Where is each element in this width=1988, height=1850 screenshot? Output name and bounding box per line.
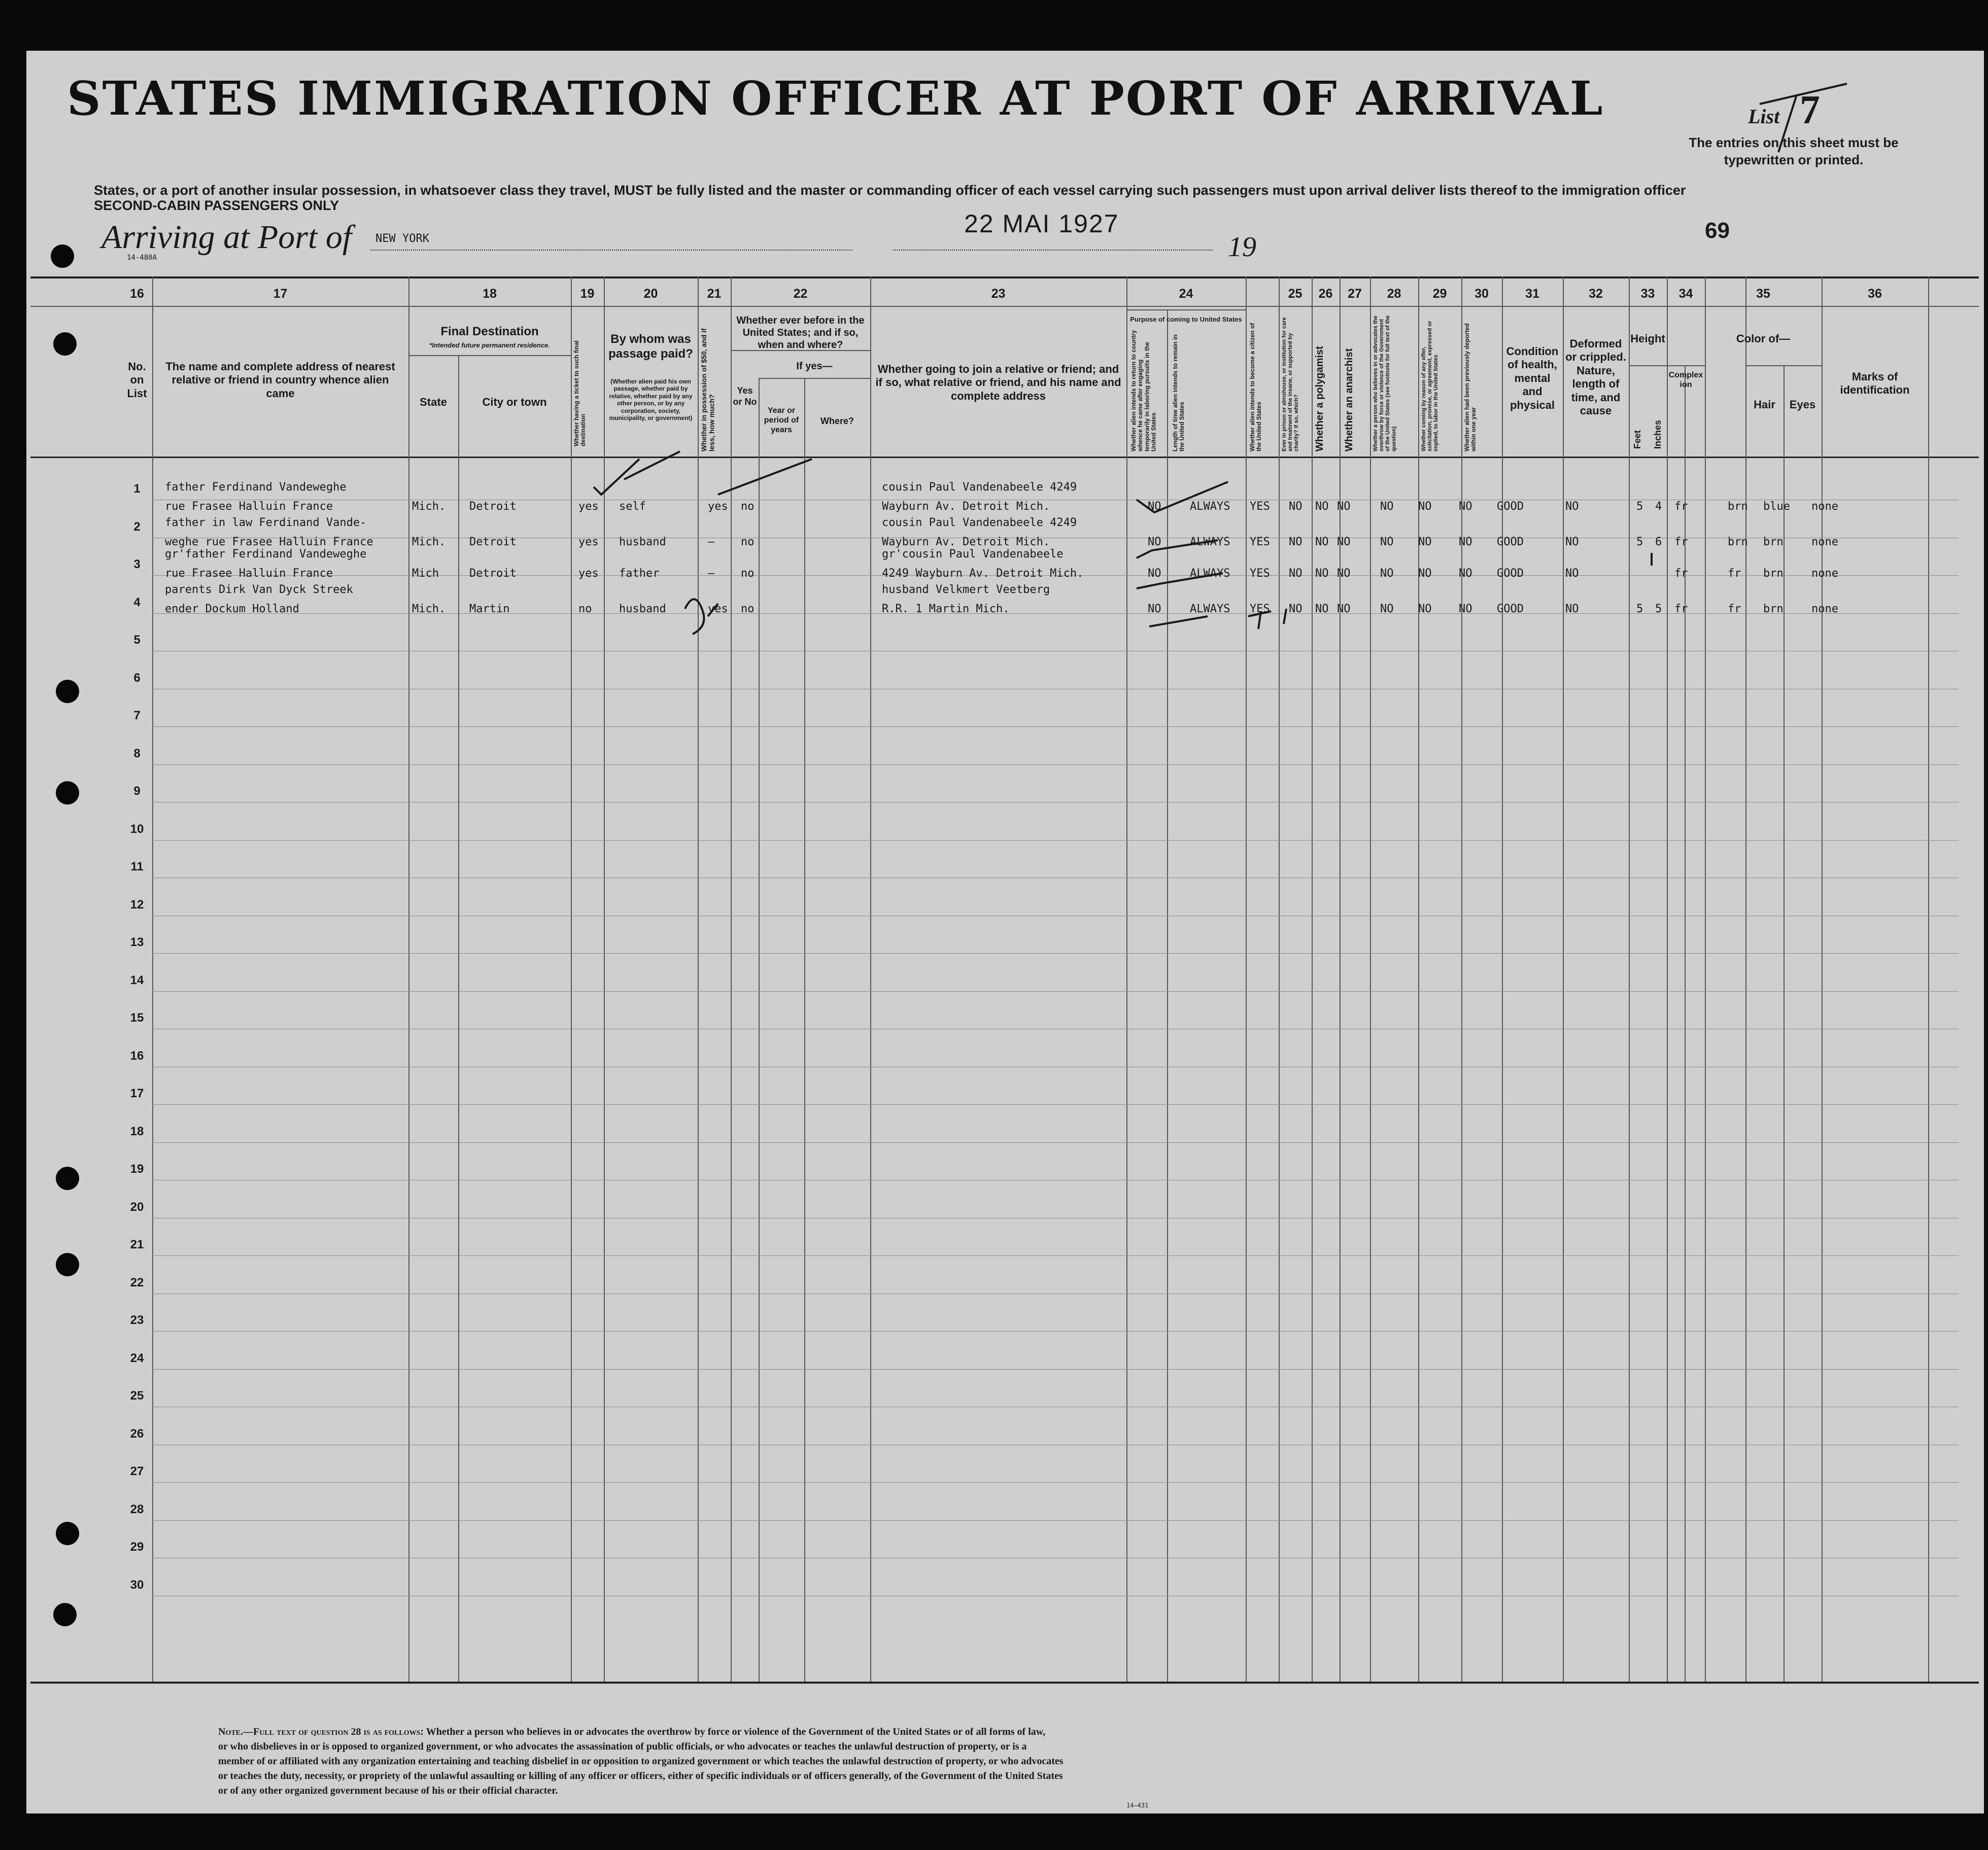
header-relative-address: The name and complete address of nearest relative or friend in country whence alien came: [165, 360, 395, 400]
ticket-value: no: [578, 603, 592, 615]
ticket-value: yes: [578, 567, 599, 580]
row-number: 9: [133, 784, 141, 798]
destination-city: Detroit: [469, 500, 517, 513]
row-number: 25: [130, 1389, 144, 1403]
marks-value: none: [1811, 500, 1838, 513]
checkmark-stroke: [1137, 540, 1218, 558]
header-overthrow: Whether a person who believes in or advocates the overthrow by force or violence of the Government of the United States (see footnote for full text of the question): [1373, 315, 1397, 451]
height-feet: 5: [1636, 536, 1643, 548]
passage-paid-by: husband: [619, 536, 666, 548]
purpose-value: NO: [1148, 603, 1161, 615]
row-number: 30: [130, 1578, 144, 1592]
header-purpose-return: Whether alien intends to return to country whence he came after engaging temporarily in laboring pursuits in the United States: [1130, 330, 1157, 451]
col-number-26: 26: [1318, 287, 1333, 301]
polygamist-value: NO: [1315, 500, 1329, 513]
header-marks: Marks of identification: [1840, 370, 1910, 397]
money-value: yes: [708, 603, 728, 615]
overthrow-value: NO: [1380, 500, 1394, 513]
header-deformed: Deformed or crippled. Nature, length of time, and cause: [1565, 337, 1626, 417]
deformed-value: NO: [1565, 500, 1579, 513]
page-title: STATES IMMIGRATION OFFICER AT PORT OF ARRIVAL: [67, 71, 1604, 126]
marks-value: none: [1811, 536, 1838, 548]
citizen-value: YES: [1250, 603, 1270, 615]
handwritten-initials: [685, 599, 718, 634]
row-number: 6: [133, 671, 141, 685]
contract-value: NO: [1418, 567, 1432, 580]
arriving-label: Arriving at Port of: [101, 219, 352, 256]
passage-paid-by: self: [619, 500, 646, 513]
length-value: ALWAYS: [1190, 500, 1230, 513]
col-number-36: 36: [1868, 287, 1882, 301]
col-number-23: 23: [991, 287, 1006, 301]
row-number: 20: [130, 1200, 144, 1214]
row-number: 15: [130, 1011, 144, 1025]
before-us-value: no: [741, 536, 755, 548]
length-value: ALWAYS: [1190, 536, 1230, 548]
header-passage-note: (Whether alien paid his own passage, whether paid by relative, whether paid by any other person, or by any corporation, society, municipality, or government): [609, 378, 693, 422]
header-where: Where?: [820, 416, 854, 426]
destination-city: Detroit: [469, 567, 517, 580]
relative-name: gr'father Ferdinand Vandeweghe: [165, 548, 367, 561]
joining-relative: gr'cousin Paul Vandenabeele: [882, 548, 1064, 561]
purpose-value: NO: [1148, 567, 1161, 580]
header-no-on-list: No. on List: [127, 360, 147, 400]
row-number: 12: [130, 898, 144, 912]
deported-value: NO: [1459, 603, 1472, 615]
citizen-value: YES: [1250, 567, 1270, 580]
header-if-yes: If yes—: [796, 361, 833, 372]
health-value: GOOD: [1497, 500, 1524, 513]
marks-value: none: [1811, 567, 1838, 580]
checkmark-stroke: [1137, 573, 1223, 588]
port-name: NEW YORK: [375, 232, 429, 245]
money-value: —: [708, 536, 715, 548]
header-year-period: Year or period of years: [764, 406, 799, 435]
header-before-us: Whether ever before in the United States; and if so, when and where?: [736, 315, 865, 351]
prison-value: NO: [1289, 567, 1303, 580]
relative-address: weghe rue Frasee Halluin France: [165, 536, 373, 548]
purpose-value: NO: [1148, 536, 1161, 548]
header-final-destination: Final Destination: [440, 325, 539, 338]
relative-name: father Ferdinand Vandeweghe: [165, 481, 347, 494]
list-mark: 7: [1799, 88, 1820, 132]
destination-state: Mich.: [412, 536, 446, 548]
health-value: GOOD: [1497, 536, 1524, 548]
col-number-19: 19: [580, 287, 595, 301]
deformed-value: NO: [1565, 536, 1579, 548]
header-hair: Hair: [1754, 398, 1775, 411]
col-number-35: 35: [1756, 287, 1770, 301]
row-number: 29: [130, 1540, 144, 1554]
joining-relative: cousin Paul Vandenabeele 4249: [882, 516, 1077, 529]
money-value: —: [708, 567, 715, 580]
joining-relative: husband Velkmert Veetberg: [882, 583, 1050, 596]
header-inches: Inches: [1653, 420, 1663, 449]
before-us-value: no: [741, 500, 755, 513]
joining-address: R.R. 1 Martin Mich.: [882, 603, 1010, 615]
list-number-strike: [1760, 84, 1847, 152]
footnote-text-1: Whether a person who believes in or advocates the overthrow by force or violence of the Government of the United States or of all forms of law,: [426, 1726, 1046, 1737]
row-number: 17: [130, 1087, 144, 1100]
header-joining: Whether going to join a relative or friend; and if so, what relative or friend, and his name and complete address: [875, 363, 1121, 402]
ticket-value: yes: [578, 500, 599, 513]
eye-color: blue: [1763, 500, 1790, 513]
eye-color: brn: [1763, 567, 1784, 580]
height-inches: 6: [1655, 536, 1662, 548]
year-prefix: 19: [1228, 231, 1256, 263]
header-purpose: Purpose of coming to United States: [1130, 316, 1242, 323]
row-number: 8: [133, 747, 141, 760]
header-anarchist: Whether an anarchist: [1344, 348, 1355, 451]
row-number: 14: [130, 973, 144, 987]
col-number-25: 25: [1288, 287, 1303, 301]
destination-city: Martin: [469, 603, 510, 615]
eye-color: brn: [1763, 536, 1784, 548]
intro-line-2: SECOND-CABIN PASSENGERS ONLY: [94, 198, 339, 213]
joining-address: 4249 Wayburn Av. Detroit Mich.: [882, 567, 1084, 580]
polygamist-value: NO: [1315, 567, 1329, 580]
anarchist-value: NO: [1337, 567, 1351, 580]
relative-address: rue Frasee Halluin France: [165, 567, 333, 580]
before-us-value: no: [741, 603, 755, 615]
deformed-value: NO: [1565, 603, 1579, 615]
ticket-value: yes: [578, 536, 599, 548]
header-final-destination-note: *Intended future permanent residence.: [429, 341, 550, 349]
header-prison: Ever in prison or almshouse, or institution for care and treatment of the insane, or supported by charity? If so, which?: [1281, 317, 1300, 451]
footnote-line-3: member of or affiliated with any organization entertaining and teaching disbelief in or opposition to organized government or which teaches the unlawful destruction of property, or who advocates: [218, 1756, 1064, 1767]
col-number-21: 21: [707, 287, 722, 301]
overthrow-value: NO: [1380, 567, 1394, 580]
checkmark: [594, 459, 639, 495]
col-number-22: 22: [793, 287, 808, 301]
row-number: 16: [130, 1049, 144, 1063]
header-condition: Condition of health, mental and physical: [1506, 345, 1559, 411]
prison-value: NO: [1289, 500, 1303, 513]
row-number: 18: [130, 1125, 144, 1138]
col-number-27: 27: [1348, 287, 1362, 301]
footnote-line-5: or of any other organized government because of his or their official character.: [218, 1785, 558, 1796]
length-value: ALWAYS: [1190, 567, 1230, 580]
col-number-29: 29: [1432, 287, 1447, 301]
deported-value: NO: [1459, 500, 1472, 513]
header-color-of: Color of—: [1736, 332, 1791, 345]
deported-value: NO: [1459, 567, 1472, 580]
prison-value: NO: [1289, 603, 1303, 615]
row-number: 21: [130, 1238, 144, 1251]
prison-value: NO: [1289, 536, 1303, 548]
row-number: 7: [133, 709, 141, 722]
header-deported: Whether alien had been previously deported within one year: [1463, 323, 1478, 451]
eye-color: brn: [1763, 603, 1784, 615]
row-number: 26: [130, 1427, 144, 1441]
footnote-line-1: [218, 1725, 1233, 1739]
header-feet: Feet: [1632, 430, 1642, 449]
header-passage-paid: By whom was passage paid?: [608, 332, 693, 361]
hair-color: brn: [1728, 536, 1748, 548]
deported-value: NO: [1459, 536, 1472, 548]
anarchist-value: NO: [1337, 500, 1351, 513]
checkmark-stroke: [1149, 616, 1208, 626]
header-eyes: Eyes: [1789, 398, 1816, 411]
overthrow-value: NO: [1380, 536, 1394, 548]
col-number-34: 34: [1678, 287, 1693, 301]
relative-address: ender Dockum Holland: [165, 603, 299, 615]
health-value: GOOD: [1497, 567, 1524, 580]
row-number: 2: [133, 520, 141, 534]
row-number: 24: [130, 1351, 144, 1365]
passage-paid-by: father: [619, 567, 660, 580]
header-yes-or-no: Yes or No: [733, 386, 757, 407]
height-feet: 5: [1636, 500, 1643, 513]
footnote-form-number: 14—431: [1126, 1802, 1149, 1809]
citizen-value: YES: [1250, 536, 1270, 548]
header-ticket: Whether having a ticket to such final destination: [573, 340, 587, 446]
col-number-16: 16: [130, 287, 144, 301]
col-number-20: 20: [643, 287, 658, 301]
joining-address: Wayburn Av. Detroit Mich.: [882, 536, 1050, 548]
col-number-24: 24: [1179, 287, 1193, 301]
destination-state: Mich.: [412, 603, 446, 615]
row-number: 27: [130, 1464, 144, 1478]
contract-value: NO: [1418, 536, 1432, 548]
col-number-18: 18: [483, 287, 497, 301]
checkmark-stroke: [718, 459, 812, 495]
relative-name: parents Dirk Van Dyck Streek: [165, 583, 353, 596]
relative-address: rue Frasee Halluin France: [165, 500, 333, 513]
header-complexion: Complexion: [1668, 371, 1703, 390]
destination-state: Mich: [412, 567, 439, 580]
header-citizen: Whether alien intends to become a citizen of the United States: [1249, 323, 1263, 451]
row-number: 28: [130, 1503, 144, 1516]
arrival-date-stamp: 22 MAI 1927: [964, 210, 1119, 238]
header-height: Height: [1630, 332, 1665, 345]
row-number: 22: [130, 1276, 144, 1289]
header-purpose-length: Length of time alien intends to remain in the United States: [1172, 334, 1186, 451]
purpose-value: NO: [1148, 500, 1161, 513]
height-inches: 5: [1655, 603, 1662, 615]
overthrow-value: NO: [1380, 603, 1394, 615]
relative-name: father in law Ferdinand Vande-: [165, 516, 367, 529]
list-label: List: [1748, 105, 1780, 128]
intro-line-1: States, or a port of another insular possession, in whatsoever class they travel, MUST be fully listed and the master or commanding officer of each vessel carrying such passengers must upon arrival deliver lists thereof to the immigration officer: [94, 183, 1686, 198]
hair-color: fr: [1728, 603, 1741, 615]
money-value: yes: [708, 500, 728, 513]
col-number-30: 30: [1475, 287, 1489, 301]
complexion-value: fr: [1674, 500, 1688, 513]
col-number-33: 33: [1640, 287, 1655, 301]
row-number: 19: [130, 1162, 144, 1176]
footnote-line-2: or who disbelieves in or is opposed to organized government, or who advocates the assassination of public officials, or who advocates or teaches the unlawful destruction of property, or is a: [218, 1741, 1027, 1752]
checkmark: [1137, 482, 1228, 512]
length-value: ALWAYS: [1190, 603, 1230, 615]
sheet-number: 69: [1705, 218, 1730, 243]
entries-note: The entries on this sheet must be typewritten or printed.: [1689, 135, 1899, 167]
anarchist-value: NO: [1337, 536, 1351, 548]
height-inches: 4: [1655, 500, 1662, 513]
row-number: 10: [130, 822, 144, 836]
header-city: City or town: [482, 396, 547, 408]
before-us-value: no: [741, 567, 755, 580]
col-number-31: 31: [1525, 287, 1539, 301]
handwritten-initials: [1248, 609, 1286, 629]
header-contract: Whether coming by reason of any offer, solicitation, promise, or agreement, expressed or implied, to labor in the United States: [1421, 321, 1439, 451]
destination-city: Detroit: [469, 536, 517, 548]
polygamist-value: NO: [1315, 603, 1329, 615]
deformed-value: NO: [1565, 567, 1579, 580]
complexion-value: fr: [1674, 603, 1688, 615]
row-number: 13: [130, 935, 144, 949]
row-number: 11: [130, 860, 144, 874]
footnote: [218, 1725, 1233, 1798]
health-value: GOOD: [1497, 603, 1524, 615]
destination-state: Mich.: [412, 500, 446, 513]
polygamist-value: NO: [1315, 536, 1329, 548]
col-number-28: 28: [1387, 287, 1401, 301]
marks-value: none: [1811, 603, 1838, 615]
contract-value: NO: [1418, 500, 1432, 513]
complexion-value: fr: [1674, 567, 1688, 580]
contract-value: NO: [1418, 603, 1432, 615]
header-possession-money: Whether in possession of $50, and if less, how much?: [700, 328, 716, 451]
row-number: 4: [133, 596, 141, 609]
footnote-label: Note.—Full text of question 28 is as follows:: [218, 1726, 424, 1737]
header-polygamist: Whether a polygamist: [1314, 346, 1325, 451]
col-number-17: 17: [273, 287, 288, 301]
passage-paid-by: husband: [619, 603, 666, 615]
row-number: 5: [133, 633, 141, 647]
height-feet: 5: [1636, 603, 1643, 615]
anarchist-value: NO: [1337, 603, 1351, 615]
row-number: 23: [130, 1313, 144, 1327]
form-number: 14-480A: [127, 254, 157, 262]
row-number: 3: [133, 557, 141, 571]
complexion-value: fr: [1674, 536, 1688, 548]
citizen-value: YES: [1250, 500, 1270, 513]
hair-color: fr: [1728, 567, 1741, 580]
col-number-32: 32: [1589, 287, 1603, 301]
joining-relative: cousin Paul Vandenabeele 4249: [882, 481, 1077, 494]
joining-address: Wayburn Av. Detroit Mich.: [882, 500, 1050, 513]
row-number: 1: [133, 482, 141, 496]
footnote-line-4: or teaches the duty, necessity, or propriety of the unlawful assaulting or killing of any officer or officers, either of specific individuals or of officers generally, of the Government of the United States: [218, 1770, 1063, 1782]
header-state: State: [420, 396, 447, 408]
hair-color: brn: [1728, 500, 1748, 513]
